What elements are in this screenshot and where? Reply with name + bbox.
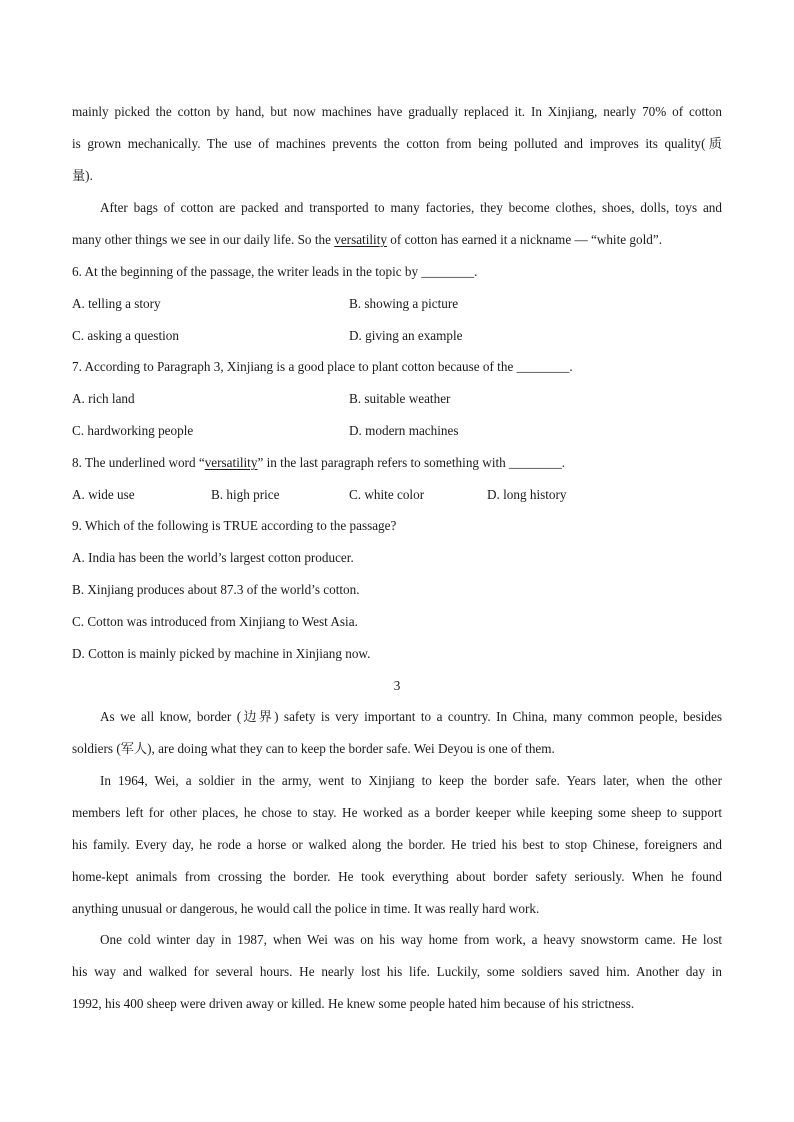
passage-line: home-kept animals from crossing the border. He took everything about border safety seriously. When he found (72, 869, 722, 884)
text-span: 8. The underlined word “ (72, 455, 205, 470)
q9-option-d: D. Cotton is mainly picked by machine in Xinjiang now. (72, 646, 371, 661)
passage-line: members left for other places, he chose to stay. He worked as a border keeper while keeping some sheep to support (72, 805, 722, 820)
text-span: many other things we see in our daily life. So the (72, 232, 335, 247)
passage-line: soldiers (军人), are doing what they can to keep the border safe. Wei Deyou is one of them. (72, 741, 555, 756)
q8-option-a: A. wide use (72, 487, 135, 502)
passage-line: is grown mechanically. The use of machines prevents the cotton from being polluted and improves its quality(质 (72, 136, 722, 151)
passage-line (72, 231, 722, 249)
underlined-word: versatility (204, 455, 258, 470)
q7-option-d: D. modern machines (349, 423, 459, 438)
q9-option-a: A. India has been the world’s largest cotton producer. (72, 550, 354, 565)
q8-option-d: D. long history (487, 487, 567, 502)
passage-line: anything unusual or dangerous, he would call the police in time. It was really hard work. (72, 901, 540, 916)
q6-option-a: A. telling a story (72, 296, 161, 311)
passage-line: In 1964, Wei, a soldier in the army, went to Xinjiang to keep the border safe. Years later, when the other (100, 773, 722, 788)
q6-option-d: D. giving an example (349, 328, 463, 343)
q9-option-b: B. Xinjiang produces about 87.3 of the world’s cotton. (72, 582, 360, 597)
passage-line: 量). (72, 168, 93, 183)
question-6-stem: 6. At the beginning of the passage, the writer leads in the topic by ________. (72, 264, 478, 279)
q7-option-b: B. suitable weather (349, 391, 451, 406)
text-span: ” in the last paragraph refers to something with ________. (257, 455, 566, 470)
passage-line: After bags of cotton are packed and transported to many factories, they become clothes, shoes, dolls, toys and (100, 200, 722, 215)
q6-option-c: C. asking a question (72, 328, 179, 343)
question-8-stem (72, 454, 722, 472)
underlined-word: versatility (334, 232, 387, 247)
passage-number: 3 (393, 678, 401, 693)
q7-option-a: A. rich land (72, 391, 135, 406)
q8-option-b: B. high price (211, 487, 280, 502)
passage-line: As we all know, border (边界) safety is very important to a country. In China, many common people, besides (100, 709, 722, 724)
passage-line: his way and walked for several hours. He nearly lost his life. Luckily, some soldiers saved him. Another day in (72, 964, 722, 979)
passage-line: One cold winter day in 1987, when Wei was on his way home from work, a heavy snowstorm came. He lost (100, 932, 722, 947)
text-span: of cotton has earned it a nickname — “white gold”. (386, 232, 662, 247)
q6-option-b: B. showing a picture (349, 296, 459, 311)
q7-option-c: C. hardworking people (72, 423, 194, 438)
passage-line: mainly picked the cotton by hand, but now machines have gradually replaced it. In Xinjiang, nearly 70% of cotton (72, 104, 722, 119)
question-7-stem: 7. According to Paragraph 3, Xinjiang is a good place to plant cotton because of the ________. (72, 359, 573, 374)
q9-option-c: C. Cotton was introduced from Xinjiang to West Asia. (72, 614, 358, 629)
passage-line: 1992, his 400 sheep were driven away or killed. He knew some people hated him because of his strictness. (72, 996, 635, 1011)
question-9-stem: 9. Which of the following is TRUE according to the passage? (72, 518, 397, 533)
passage-line: his family. Every day, he rode a horse or walked along the border. He tried his best to stop Chinese, foreigners and (72, 837, 722, 852)
q8-option-c: C. white color (349, 487, 425, 502)
